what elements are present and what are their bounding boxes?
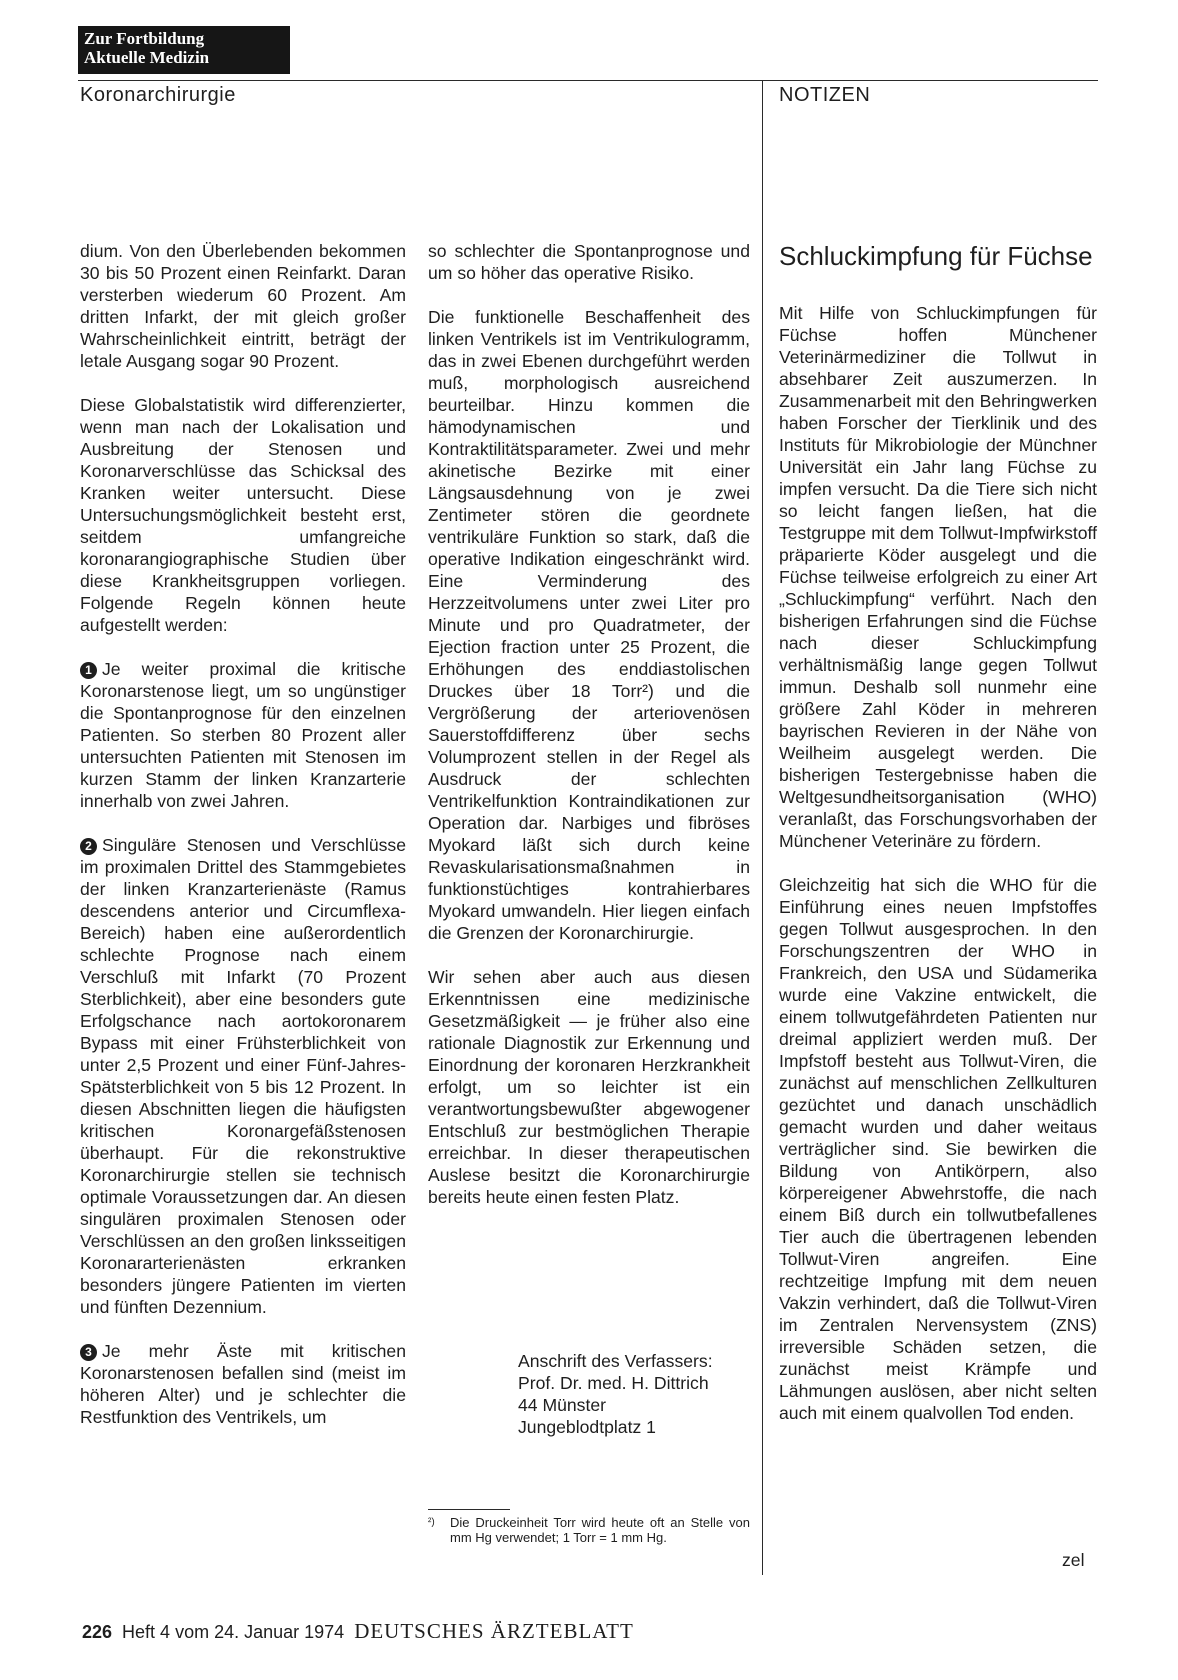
notes-headline: Schluckimpfung für Füchse xyxy=(779,241,1093,271)
address-line: Jungeblodtplatz 1 xyxy=(518,1417,656,1437)
right-column xyxy=(779,240,1097,1446)
address-line: Anschrift des Verfassers: xyxy=(518,1351,713,1371)
author-address xyxy=(518,1350,713,1438)
column-divider xyxy=(762,80,763,1575)
address-line: 44 Münster xyxy=(518,1395,607,1415)
footnote-marker: ²) xyxy=(428,1517,435,1528)
number-1-icon: 1 xyxy=(80,662,97,679)
rule-text: Je mehr Äste mit kritischen Koronarstenosen befallen sind (meist im höheren Alter) und je schlechter die Restfunktion des Ventrikels, um xyxy=(80,1341,406,1427)
badge-line-1: Zur Fortbildung xyxy=(84,29,205,48)
paragraph: Gleichzeitig hat sich die WHO für die Einführung eines neuen Impfstoffes gegen Tollwut ausgesprochen. In den Forschungszentren der WHO in Frankreich, den USA und Südamerika wurde eine Vakzine entwickelt, die einem tollwutgefährdeten Patienten nur dreimal appliziert werden muß. Der Impfstoff besteht aus Tollwut-Viren, die zunächst auf menschlichen Zellkulturen gezüchtet und danach unschädlich gemacht wurden und daher weitaus verträglicher sind. Sie bewirken die Bildung von Antikörpern, also körpereigener Abwehrstoffe, die nach einem Biß durch ein tollwutbefallenes Tier auch die übertragenen lebenden Tollwut-Viren angreifen. Eine rechtzeitige Impfung mit dem neuen Vakzin verhindert, daß die Tollwut-Viren im Zentralen Nervensystem (ZNS) irreversible Schäden setzen, die zunächst meist Krämpfe und Lähmungen auslösen, aber nicht selten auch mit einem qualvollen Tod enden. xyxy=(779,875,1097,1423)
middle-column xyxy=(428,240,750,1230)
paragraph: Mit Hilfe von Schluckimpfungen für Füchse hoffen Münchener Veterinärmediziner die Tollwut in absehbarer Zeit auszumerzen. In Zusammenarbeit mit den Behringwerken haben Forscher der Tierklinik und des Instituts für Mikrobiologie der Münchner Universität ein Jahr lang Füchse zu impfen versucht. Da die Tiere sich nicht so leicht fangen ließen, hat die Testgruppe mit dem Tollwut-Impfwirkstoff präparierte Köder ausgelegt und die Füchse teilweise erfolgreich zu einer Art „Schluckimpfung“ verführt. Nach den bisherigen Erfahrungen sind die Füchse nach dieser Schluckimpfung verhältnismäßig lange gegen Tollwut immun. Deshalb soll nunmehr eine größere Zahl Köder in mehreren bayrischen Revieren in der Nähe von Weilheim ausgelegt werden. Die bisherigen Testergebnisse haben die Weltgesundheitsorganisation (WHO) veranlaßt, das Forschungsvorhaben der Münchener Veterinäre zu fördern. xyxy=(779,303,1097,851)
address-line: Prof. Dr. med. H. Dittrich xyxy=(518,1373,709,1393)
paragraph: Die funktionelle Beschaffenheit des linken Ventrikels ist im Ventrikulogramm, das in zwei Ebenen durchgeführt werden muß, morphologisch ausreichend beurteilbar. Hinzu kommen die hämodynamischen und Kontraktilitätsparameter. Zwei und mehr akinetische Bezirke mit einer Längsausdehnung von je zwei Zentimeter stören die geordnete ventrikuläre Funktion so stark, daß die operative Indikation eingeschränkt wird. Eine Verminderung des Herzzeitvolumens unter zwei Liter pro Minute und pro Quadratmeter, der Ejection fraction unter 25 Prozent, die Erhöhungen des enddiastolischen Druckes über 18 Torr²) und die Vergrößerung der arteriovenösen Sauerstoffdifferenz über sechs Volumprozent stellen in der Regel als Ausdruck der schlechten Ventrikelfunktion Kontraindikationen zur Operation dar. Narbiges und fibröses Myokard läßt sich durch keine Revaskularisationsmaßnahmen in funktionstüchtiges kontrahierbares Myokard umwandeln. Hier liegen einfach die Grenzen der Koronarchirurgie. xyxy=(428,307,750,943)
header-rule xyxy=(78,80,1098,81)
paragraph: Wir sehen aber auch aus diesen Erkenntnissen eine medizinische Gesetzmäßigkeit — je früher also eine rationale Diagnostik zur Erkennung und Einordnung der koronaren Herzkrankheit erfolgt, um so leichter ist ein verantwortungsbewußter abgewogener Entschluß zur bestmöglichen Therapie erreichbar. In dieser therapeutischen Auslese besitzt die Koronarchirurgie bereits heute einen festen Platz. xyxy=(428,967,750,1207)
paragraph: Diese Globalstatistik wird differenzierter, wenn man nach der Lokalisation und Ausbreitung der Stenosen und Koronarverschlüsse das Schicksal des Kranken weiter untersucht. Diese Untersuchungsmöglichkeit besteht erst, seitdem umfangreiche koronarangiographische Studien über diese Krankheitsgruppen vorliegen. Folgende Regeln können heute aufgestellt werden: xyxy=(80,395,406,635)
rule-text: Singuläre Stenosen und Verschlüsse im proximalen Drittel des Stammgebietes der linken Kranzarterienäste (Ramus descendens anterior und Circumflexa-Bereich) haben eine außerordentlich schlechte Prognose nach einem Verschluß mit Infarkt (70 Prozent Sterblichkeit), aber eine besonders gute Erfolgschance nach aortokoronarem Bypass mit einer Frühsterblichkeit von unter 2,5 Prozent und einer Fünf-Jahres-Spätsterblichkeit von 5 bis 12 Prozent. In diesen Abschnitten liegen die häufigsten kritischen Koronargefäßstenosen überhaupt. Für die rekonstruktive Koronarchirurgie stellen sie technisch optimale Voraussetzungen dar. An diesen singulären proximalen Stenosen oder Verschlüssen an den großen linksseitigen Koronararterienästen erkranken besonders jüngere Patienten im vierten und fünften Dezennium. xyxy=(80,835,406,1317)
notes-label: NOTIZEN xyxy=(779,84,871,106)
paragraph: dium. Von den Überlebenden bekommen 30 bis 50 Prozent einen Reinfarkt. Daran versterben wiederum 60 Prozent. Am dritten Infarkt, der mit gleich großer Wahrscheinlichkeit eintritt, beträgt der letale Ausgang sogar 90 Prozent. xyxy=(80,241,406,371)
paragraph: so schlechter die Spontanprognose und um so höher das operative Risiko. xyxy=(428,241,750,283)
rule-text: Je weiter proximal die kritische Koronarstenose liegt, um so ungünstiger die Spontanprognose für den einzelnen Patienten. So sterben 80 Prozent aller untersuchten Patienten mit Stenosen im kurzen Stamm der linken Kranzarterie innerhalb von zwei Jahren. xyxy=(80,659,406,811)
rule-item-1 xyxy=(80,658,406,812)
issue-info: Heft 4 vom 24. Januar 1974 xyxy=(122,1622,345,1642)
page-footer xyxy=(82,1619,634,1644)
number-2-icon: 2 xyxy=(80,838,97,855)
number-3-icon: 3 xyxy=(80,1344,97,1361)
author-signature: zel xyxy=(1062,1550,1085,1570)
page-number: 226 xyxy=(82,1622,113,1642)
journal-name: DEUTSCHES ÄRZTEBLATT xyxy=(354,1619,634,1643)
section-title: Koronarchirurgie xyxy=(80,84,236,106)
badge-line-2: Aktuelle Medizin xyxy=(84,48,210,67)
rule-item-3 xyxy=(80,1340,406,1428)
footnote-rule xyxy=(428,1509,510,1510)
footnote xyxy=(428,1515,750,1545)
left-column xyxy=(80,240,406,1450)
rule-item-2 xyxy=(80,834,406,1318)
footnote-text: Die Druckeinheit Torr wird heute oft an Stelle von mm Hg verwendet; 1 Torr = 1 mm Hg. xyxy=(450,1515,750,1545)
section-badge xyxy=(78,26,290,74)
